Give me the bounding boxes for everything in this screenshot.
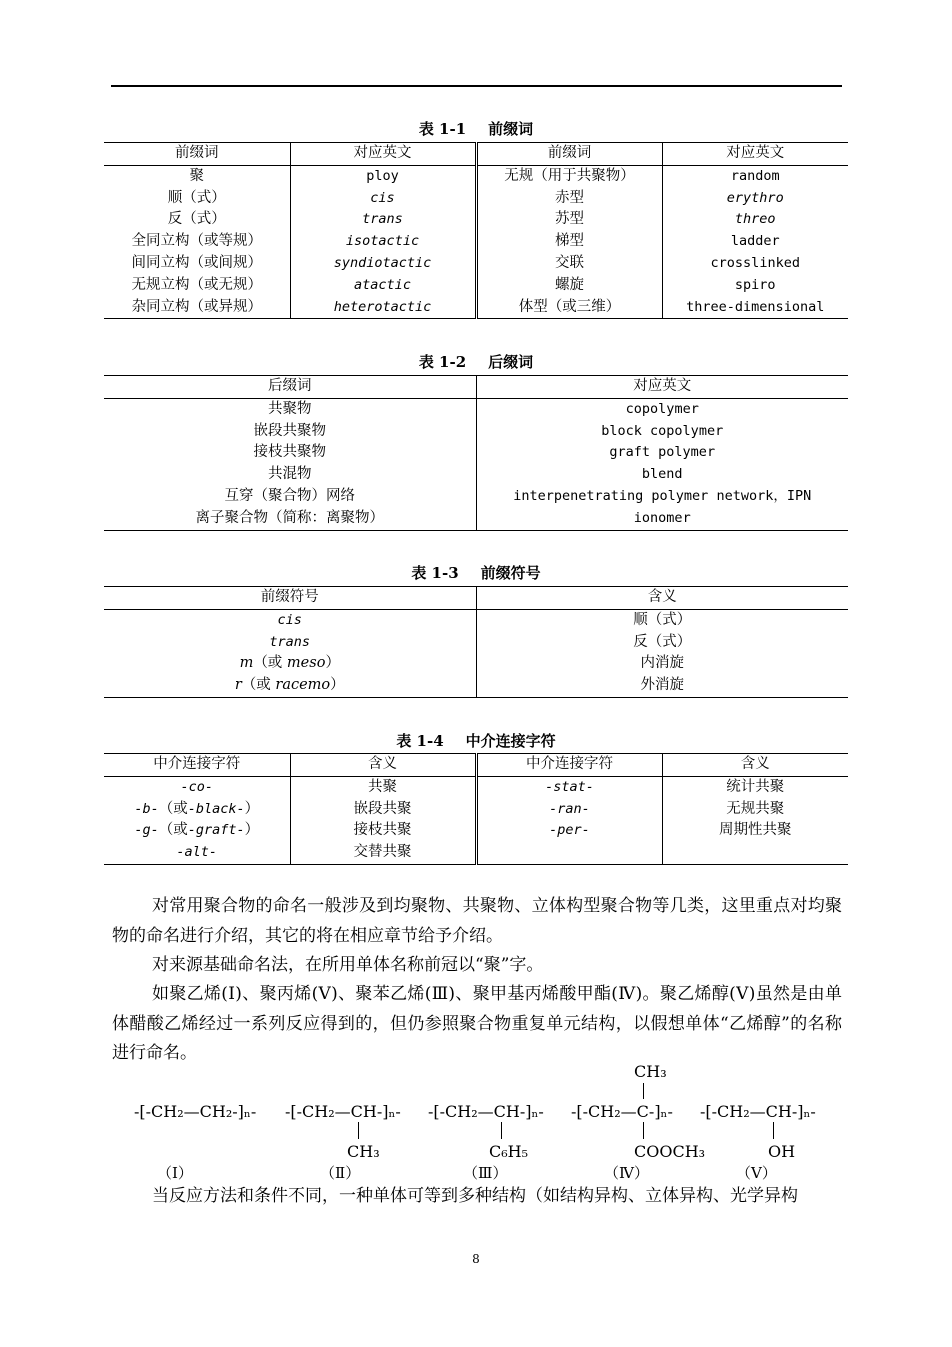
table-cell: 顺（式） bbox=[167, 189, 226, 206]
table2-caption-number: 表 1-2 bbox=[418, 353, 467, 371]
paragraph-naming-rule: 对来源基础命名法，在所用单体名称前冠以“聚”字。 bbox=[152, 955, 544, 975]
polymer-structures bbox=[0, 1055, 952, 1185]
table3-caption bbox=[104, 562, 848, 583]
structure-V-substituent: OH bbox=[768, 1142, 796, 1161]
table-row bbox=[104, 253, 848, 275]
bond-line bbox=[643, 1122, 644, 1139]
table-cell: 无规共聚 bbox=[662, 799, 848, 821]
table-cell: 聚 bbox=[189, 167, 204, 184]
table-cell: 接枝共聚 bbox=[290, 820, 476, 842]
table-cell bbox=[476, 842, 662, 864]
header-rule bbox=[111, 85, 842, 87]
table-row bbox=[104, 486, 848, 508]
symbol-paren-close: ） bbox=[325, 655, 340, 672]
table2-caption bbox=[104, 351, 848, 372]
structure-label: （Ⅱ） bbox=[320, 1164, 361, 1182]
table1-header-row bbox=[104, 143, 848, 166]
table-row bbox=[104, 653, 848, 675]
table-cell: 无规立构（或无规） bbox=[131, 276, 262, 293]
table-cell: crosslinked bbox=[662, 253, 848, 275]
table1-caption-number: 表 1-1 bbox=[418, 120, 467, 138]
connector: -co- bbox=[180, 778, 213, 795]
structure-label: （Ⅲ） bbox=[463, 1164, 508, 1182]
table-row bbox=[104, 231, 848, 253]
structure-label: （Ⅴ） bbox=[736, 1164, 777, 1182]
table-row bbox=[104, 421, 848, 443]
table-cell: 统计共聚 bbox=[662, 776, 848, 798]
table3-caption-number: 表 1-3 bbox=[411, 564, 459, 582]
table-row bbox=[104, 632, 848, 654]
table-cell: -stat- bbox=[476, 776, 662, 798]
table-cell bbox=[104, 842, 290, 864]
table-cell: 反（式） bbox=[167, 211, 226, 228]
table-row bbox=[104, 275, 848, 297]
table1-header-cell: 对应英文 bbox=[662, 143, 848, 166]
bond-line bbox=[501, 1122, 502, 1139]
table1-header-cell: 前缀词 bbox=[104, 143, 290, 166]
bond-line bbox=[358, 1122, 359, 1139]
connector-paren-close: ） bbox=[244, 822, 260, 839]
structure-label: （Ⅳ） bbox=[604, 1164, 649, 1182]
symbol: r bbox=[234, 677, 242, 694]
table-row bbox=[104, 675, 848, 697]
connector: -b- bbox=[134, 800, 159, 817]
structure-II-formula: -[-CH₂—CH-]ₙ- bbox=[285, 1102, 401, 1121]
table-cell: 嵌段共聚物 bbox=[253, 422, 326, 439]
table-row bbox=[104, 209, 848, 231]
symbol: m bbox=[239, 655, 254, 672]
table-cell bbox=[104, 820, 290, 842]
table-row bbox=[104, 508, 848, 530]
table-cell: 无规（用于共聚物） bbox=[476, 165, 662, 187]
connector-alt: -graft- bbox=[187, 822, 245, 839]
table-row bbox=[104, 776, 848, 798]
table2-header-cell: 后缀词 bbox=[104, 376, 476, 399]
table4-header-cell: 中介连接字符 bbox=[104, 754, 290, 777]
table-cell: 梯型 bbox=[476, 231, 662, 253]
bond-line bbox=[773, 1122, 774, 1139]
table3-prefix-symbols bbox=[104, 586, 848, 698]
table-cell: 互穿（聚合物）网络 bbox=[224, 487, 355, 504]
table1-caption-title: 前缀词 bbox=[488, 120, 534, 138]
connector-alt: -black- bbox=[187, 800, 245, 817]
page-number: 8 bbox=[472, 1252, 480, 1266]
table-cell bbox=[104, 653, 476, 675]
symbol-alt: meso bbox=[286, 655, 326, 672]
table3-header-cell: 含义 bbox=[476, 587, 848, 610]
table-cell: 赤型 bbox=[476, 188, 662, 210]
table1-header-cell: 对应英文 bbox=[290, 143, 476, 166]
structure-IV-formula: -[-CH₂—C-]ₙ- bbox=[571, 1102, 673, 1121]
table-cell: copolymer bbox=[476, 398, 848, 420]
table-cell: random bbox=[662, 165, 848, 187]
table-cell: 外消旋 bbox=[476, 675, 848, 697]
structure-II-substituent: CH₃ bbox=[347, 1142, 380, 1161]
table-cell bbox=[104, 799, 290, 821]
table-cell: isotactic bbox=[290, 231, 476, 253]
table-row bbox=[104, 188, 848, 210]
table-cell: -per- bbox=[476, 820, 662, 842]
table-cell: trans bbox=[290, 209, 476, 231]
table-cell: trans bbox=[269, 633, 311, 650]
table-cell: 嵌段共聚 bbox=[290, 799, 476, 821]
table-cell: 苏型 bbox=[476, 209, 662, 231]
symbol-alt: racemo bbox=[275, 677, 331, 694]
table2-caption-title: 后缀词 bbox=[488, 353, 534, 371]
table-cell: 共聚物 bbox=[268, 400, 312, 417]
table-cell: atactic bbox=[290, 275, 476, 297]
connector-paren-open: （或 bbox=[158, 822, 188, 839]
table-cell bbox=[104, 776, 290, 798]
structure-label: （Ⅰ） bbox=[157, 1164, 193, 1182]
table-cell: 周期性共聚 bbox=[662, 820, 848, 842]
table-cell: 间同立构（或间规） bbox=[131, 254, 262, 271]
table1-prefix-words bbox=[104, 142, 848, 319]
table-cell bbox=[104, 675, 476, 697]
table3-header-row bbox=[104, 587, 848, 610]
table4-header-cell: 含义 bbox=[662, 754, 848, 777]
table-cell: 交联 bbox=[476, 253, 662, 275]
table2-header-row bbox=[104, 376, 848, 399]
table4-header-cell: 含义 bbox=[290, 754, 476, 777]
table-cell: ionomer bbox=[476, 508, 848, 530]
connector: -g- bbox=[134, 822, 159, 839]
table-cell: 交替共聚 bbox=[290, 842, 476, 864]
table-row bbox=[104, 165, 848, 187]
table4-header-row bbox=[104, 754, 848, 777]
table2-header-cell: 对应英文 bbox=[476, 376, 848, 399]
connector: -alt- bbox=[176, 844, 218, 861]
table-cell: 反（式） bbox=[476, 632, 848, 654]
connector-paren-close: ） bbox=[244, 800, 260, 817]
table-cell: block copolymer bbox=[476, 421, 848, 443]
structure-III-substituent: C₆H₅ bbox=[489, 1142, 529, 1161]
table2-suffix-words bbox=[104, 375, 848, 531]
table-cell: graft polymer bbox=[476, 442, 848, 464]
table-row bbox=[104, 820, 848, 842]
symbol-paren-open: （或 bbox=[253, 655, 287, 672]
structure-IV-substituent: COOCH₃ bbox=[634, 1142, 706, 1161]
table-cell: interpenetrating polymer network，IPN bbox=[476, 486, 848, 508]
table4-caption bbox=[104, 730, 848, 751]
table-cell: erythro bbox=[662, 188, 848, 210]
table-cell: syndiotactic bbox=[290, 253, 476, 275]
structure-V-formula: -[-CH₂—CH-]ₙ- bbox=[700, 1102, 816, 1121]
table-cell: ploy bbox=[290, 165, 476, 187]
paragraph-isomers: 当反应方法和条件不同，一种单体可等到多种结构（如结构异构、立体异构、光学异构 bbox=[152, 1186, 798, 1206]
table1-header-cell: 前缀词 bbox=[476, 143, 662, 166]
structure-IV-top-substituent: CH₃ bbox=[634, 1062, 667, 1081]
table-cell: cis bbox=[277, 611, 302, 628]
table-cell: cis bbox=[290, 188, 476, 210]
table-cell bbox=[662, 842, 848, 864]
paragraph-intro: 对常用聚合物的命名一般涉及到均聚物、共聚物、立体构型聚合物等几类，这里重点对均聚物的命名进行介绍，其它的将在相应章节给予介绍。 bbox=[112, 896, 842, 946]
table-row bbox=[104, 464, 848, 486]
table-cell: 螺旋 bbox=[476, 275, 662, 297]
table-row bbox=[104, 442, 848, 464]
table-row bbox=[104, 609, 848, 631]
table-cell: 内消旋 bbox=[476, 653, 848, 675]
table4-caption-number: 表 1-4 bbox=[396, 732, 444, 750]
table-row bbox=[104, 398, 848, 420]
table-cell: ladder bbox=[662, 231, 848, 253]
symbol-paren-close: ） bbox=[330, 677, 345, 694]
paragraph-examples: 如聚乙烯(Ⅰ)、聚丙烯(Ⅴ)、聚苯乙烯(Ⅲ)、聚甲基丙烯酸甲酯(Ⅳ)。聚乙烯醇(Ⅴ)虽然是由单体醋酸乙烯经过一系列反应得到的，但仍参照聚合物重复单元结构，以假想单体“乙烯醇”的名称进行命名。 bbox=[112, 984, 842, 1063]
table3-header-cell: 前缀符号 bbox=[104, 587, 476, 610]
table-cell: 接枝共聚物 bbox=[253, 444, 326, 461]
table-row bbox=[104, 842, 848, 864]
table-row bbox=[104, 297, 848, 319]
table-row bbox=[104, 799, 848, 821]
structure-I-formula: -[-CH₂—CH₂-]ₙ- bbox=[134, 1102, 257, 1121]
table4-header-cell: 中介连接字符 bbox=[476, 754, 662, 777]
table-cell: 顺（式） bbox=[476, 609, 848, 631]
table-cell: 杂同立构（或异规） bbox=[104, 297, 290, 319]
table-cell: 全同立构（或等规） bbox=[131, 233, 262, 250]
connector-paren-open: （或 bbox=[158, 800, 188, 817]
table-cell: three-dimensional bbox=[662, 297, 848, 319]
structure-III-formula: -[-CH₂—CH-]ₙ- bbox=[428, 1102, 544, 1121]
bond-line bbox=[643, 1083, 644, 1099]
table-cell: threo bbox=[662, 209, 848, 231]
table-cell: 共聚 bbox=[290, 776, 476, 798]
table-cell: blend bbox=[476, 464, 848, 486]
table-cell: 共混物 bbox=[268, 466, 312, 483]
table-cell: -ran- bbox=[476, 799, 662, 821]
symbol-paren-open: （或 bbox=[241, 677, 276, 694]
table4-caption-title: 中介连接字符 bbox=[465, 732, 556, 750]
table-cell: spiro bbox=[662, 275, 848, 297]
table1-caption bbox=[104, 118, 848, 139]
table-cell: heterotactic bbox=[290, 297, 476, 319]
table-cell: 离子聚合物（简称：离聚物） bbox=[104, 508, 476, 530]
table4-connector-symbols bbox=[104, 753, 848, 865]
table3-caption-title: 前缀符号 bbox=[480, 564, 541, 582]
table-cell: 体型（或三维） bbox=[476, 297, 662, 319]
